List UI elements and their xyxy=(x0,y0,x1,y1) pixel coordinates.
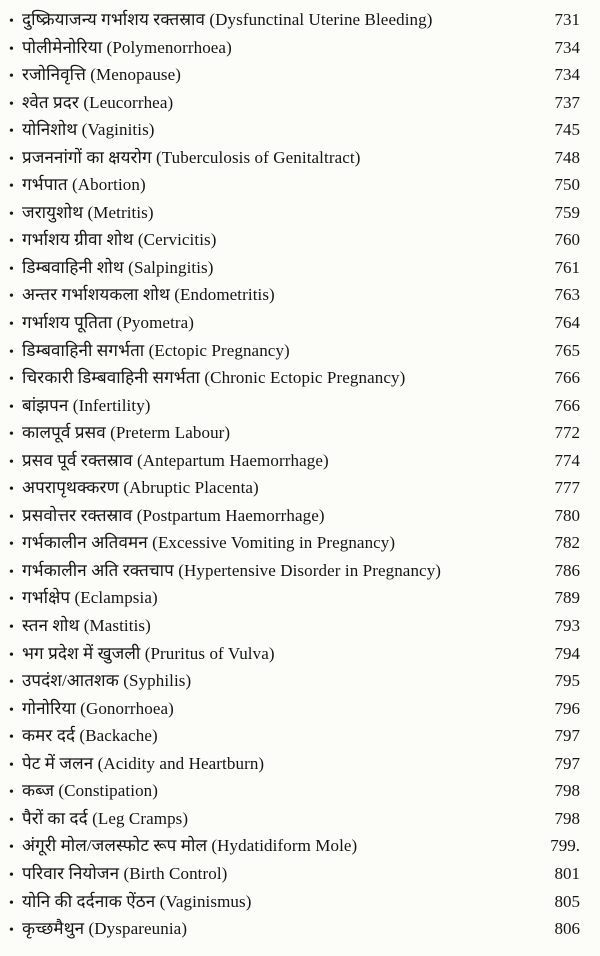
toc-entry-page-number: 759 xyxy=(554,202,580,222)
toc-entry xyxy=(9,116,580,144)
toc-entry-page-number: 798 xyxy=(554,808,580,828)
toc-entry-title: भग प्रदेश में खुजली (Pruritus of Vulva) xyxy=(22,643,275,663)
toc-entry-title: दुष्क्रियाजन्य गर्भाशय रक्तस्राव (Dysfunctinal Uterine Bleeding) xyxy=(22,10,433,29)
toc-entry-title: डिम्बवाहिनी सगर्भता (Ectopic Pregnancy) xyxy=(22,340,290,360)
toc-entry-page-number: 797 xyxy=(554,753,580,773)
toc-entry-page-number: 734 xyxy=(554,65,580,85)
toc-entry xyxy=(9,254,580,282)
toc-entry xyxy=(9,667,580,695)
toc-entry-page-number: 794 xyxy=(554,643,580,663)
toc-entry xyxy=(9,89,580,117)
toc-entry-title: अंगूरी मोल/जलस्फोट रूप मोल (Hydatidiform Mole) xyxy=(22,836,358,856)
toc-entry-page-number: 748 xyxy=(554,147,580,167)
toc-entry xyxy=(9,61,580,89)
bullet-icon: • xyxy=(9,124,14,140)
toc-entry-title: परिवार नियोजन (Birth Control) xyxy=(22,863,228,883)
toc-entry-title: गोनोरिया (Gonorrhoea) xyxy=(22,698,174,718)
bullet-icon: • xyxy=(9,206,14,222)
toc-entry xyxy=(9,392,580,420)
toc-entry-page-number: 772 xyxy=(554,423,580,443)
toc-entry-title: गर्भकालीन अतिवमन (Excessive Vomiting in Pregnancy) xyxy=(22,533,396,553)
toc-entry-title: गर्भाशय पूतिता (Pyometra) xyxy=(22,313,195,333)
bullet-icon: • xyxy=(9,785,14,801)
bullet-icon: • xyxy=(9,675,14,691)
toc-entry xyxy=(9,832,580,860)
bullet-icon: • xyxy=(9,895,14,911)
toc-entry-page-number: 799. xyxy=(550,836,580,856)
toc-entry-title: अन्तर गर्भाशयकला शोथ (Endometritis) xyxy=(22,285,275,305)
bullet-icon: • xyxy=(9,812,14,828)
toc-entry xyxy=(9,337,580,365)
bullet-icon: • xyxy=(9,482,14,498)
toc-entry-title: प्रसवोत्तर रक्तस्राव (Postpartum Haemorrhage) xyxy=(22,505,325,525)
toc-entry xyxy=(9,805,580,833)
toc-entry-page-number: 774 xyxy=(554,450,580,470)
toc-entry-page-number: 765 xyxy=(554,340,580,360)
toc-entry-page-number: 793 xyxy=(554,616,580,636)
toc-entry xyxy=(9,447,580,475)
bullet-icon: • xyxy=(9,454,14,470)
toc-entry-title: पैरों का दर्द (Leg Cramps) xyxy=(22,808,189,828)
toc-entry-title: पोलीमेनोरिया (Polymenorrhoea) xyxy=(22,37,232,57)
toc-entry xyxy=(9,309,580,337)
bullet-icon: • xyxy=(9,537,14,553)
toc-entry-page-number: 734 xyxy=(554,37,580,57)
toc-entry-page-number: 801 xyxy=(554,863,580,883)
bullet-icon: • xyxy=(9,399,14,415)
bullet-icon: • xyxy=(9,509,14,525)
toc-entry xyxy=(9,888,580,916)
bullet-icon: • xyxy=(9,41,14,57)
bullet-icon: • xyxy=(9,923,14,939)
toc-entry xyxy=(9,695,580,723)
toc-entry xyxy=(9,364,580,392)
toc-entry xyxy=(9,640,580,668)
bullet-icon: • xyxy=(9,840,14,856)
toc-entry xyxy=(9,502,580,530)
toc-entry-title: जरायुशोथ (Metritis) xyxy=(22,202,154,222)
toc-entry xyxy=(9,612,580,640)
bullet-icon: • xyxy=(9,289,14,305)
toc-entry-title: कमर दर्द (Backache) xyxy=(22,726,158,746)
toc-entry-page-number: 764 xyxy=(554,313,580,333)
toc-entry-title: अपरापृथक्करण (Abruptic Placenta) xyxy=(22,478,259,498)
bullet-icon: • xyxy=(9,69,14,85)
bullet-icon: • xyxy=(9,867,14,883)
toc-entry-title: गर्भाशय ग्रीवा शोथ (Cervicitis) xyxy=(22,230,217,250)
bullet-icon: • xyxy=(9,234,14,250)
toc-entry-page-number: 766 xyxy=(554,368,580,388)
toc-entry-page-number: 737 xyxy=(554,92,580,112)
toc-entry-page-number: 805 xyxy=(554,891,580,911)
bullet-icon: • xyxy=(9,620,14,636)
toc-entry-page-number: 797 xyxy=(554,726,580,746)
toc-entry-title: उपदंश/आतशक (Syphilis) xyxy=(22,671,192,691)
toc-entry-title: पेट में जलन (Acidity and Heartburn) xyxy=(22,753,265,773)
bullet-icon: • xyxy=(9,702,14,718)
toc-entry-page-number: 806 xyxy=(554,919,580,939)
toc-entry-page-number: 766 xyxy=(554,395,580,415)
toc-entry-page-number: 795 xyxy=(554,671,580,691)
toc-entry xyxy=(9,722,580,750)
toc-entry-title: प्रसव पूर्व रक्तस्राव (Antepartum Haemorrhage) xyxy=(22,450,329,470)
bullet-icon: • xyxy=(9,757,14,773)
bullet-icon: • xyxy=(9,151,14,167)
toc-entry-title: कृच्छमैथुन (Dyspareunia) xyxy=(22,919,188,939)
bullet-icon: • xyxy=(9,730,14,746)
bullet-icon: • xyxy=(9,592,14,608)
toc-entry-title: गर्भकालीन अति रक्तचाप (Hypertensive Disorder in Pregnancy) xyxy=(22,560,442,580)
bullet-icon: • xyxy=(9,427,14,443)
toc-entry xyxy=(9,474,580,502)
toc-entry-title: कब्ज (Constipation) xyxy=(22,781,159,801)
toc-entry xyxy=(9,171,580,199)
toc-entry-title: डिम्बवाहिनी शोथ (Salpingitis) xyxy=(22,257,214,277)
toc-entry-page-number: 786 xyxy=(554,560,580,580)
toc-entry-page-number: 760 xyxy=(554,230,580,250)
toc-entry-page-number: 761 xyxy=(554,257,580,277)
toc-entry xyxy=(9,144,580,172)
toc-entry-title: योनि की दर्दनाक ऐंठन (Vaginismus) xyxy=(22,891,252,911)
bullet-icon: • xyxy=(9,564,14,580)
toc-entry-title: बांझपन (Infertility) xyxy=(22,395,151,415)
toc-entry-title: गर्भाक्षेप (Eclampsia) xyxy=(22,588,158,608)
toc-entry-title: चिरकारी डिम्बवाहिनी सगर्भता (Chronic Ectopic Pregnancy) xyxy=(22,368,406,388)
toc-entry-page-number: 798 xyxy=(554,781,580,801)
toc-entry-title: गर्भपात (Abortion) xyxy=(22,175,146,195)
toc-entry-page-number: 789 xyxy=(554,588,580,608)
toc-entry-page-number: 782 xyxy=(554,533,580,553)
toc-entry xyxy=(9,860,580,888)
toc-entry xyxy=(9,281,580,309)
bullet-icon: • xyxy=(9,14,14,29)
toc-entry xyxy=(9,199,580,227)
toc-entry-page-number: 745 xyxy=(554,120,580,140)
toc-entry xyxy=(9,557,580,585)
toc-entry-page-number: 777 xyxy=(554,478,580,498)
bullet-icon: • xyxy=(9,647,14,663)
bullet-icon: • xyxy=(9,372,14,388)
toc-entry-title: रजोनिवृत्ति (Menopause) xyxy=(22,65,182,85)
toc-entry-title: श्वेत प्रदर (Leucorrhea) xyxy=(22,92,174,112)
toc-entry-title: योनिशोथ (Vaginitis) xyxy=(22,120,155,140)
bullet-icon: • xyxy=(9,96,14,112)
bullet-icon: • xyxy=(9,317,14,333)
toc-entry xyxy=(9,226,580,254)
toc-entry xyxy=(9,529,580,557)
bullet-icon: • xyxy=(9,344,14,360)
toc-entry-page-number: 750 xyxy=(554,175,580,195)
toc-entry xyxy=(9,6,580,34)
toc-entry-page-number: 763 xyxy=(554,285,580,305)
toc-entry xyxy=(9,584,580,612)
bullet-icon: • xyxy=(9,261,14,277)
toc-entry xyxy=(9,777,580,805)
toc-entry-title: कालपूर्व प्रसव (Preterm Labour) xyxy=(22,423,231,443)
toc-entry-title: स्तन शोथ (Mastitis) xyxy=(22,616,151,636)
toc-entry-page-number: 731 xyxy=(554,10,580,29)
toc-entry xyxy=(9,915,580,943)
toc-entry-page-number: 796 xyxy=(554,698,580,718)
toc-entry xyxy=(9,419,580,447)
toc-entry xyxy=(9,750,580,778)
toc-entry xyxy=(9,34,580,62)
bullet-icon: • xyxy=(9,179,14,195)
toc-entry-title: प्रजननांगों का क्षयरोग (Tuberculosis of Genitaltract) xyxy=(22,147,361,167)
toc-entry-page-number: 780 xyxy=(554,505,580,525)
